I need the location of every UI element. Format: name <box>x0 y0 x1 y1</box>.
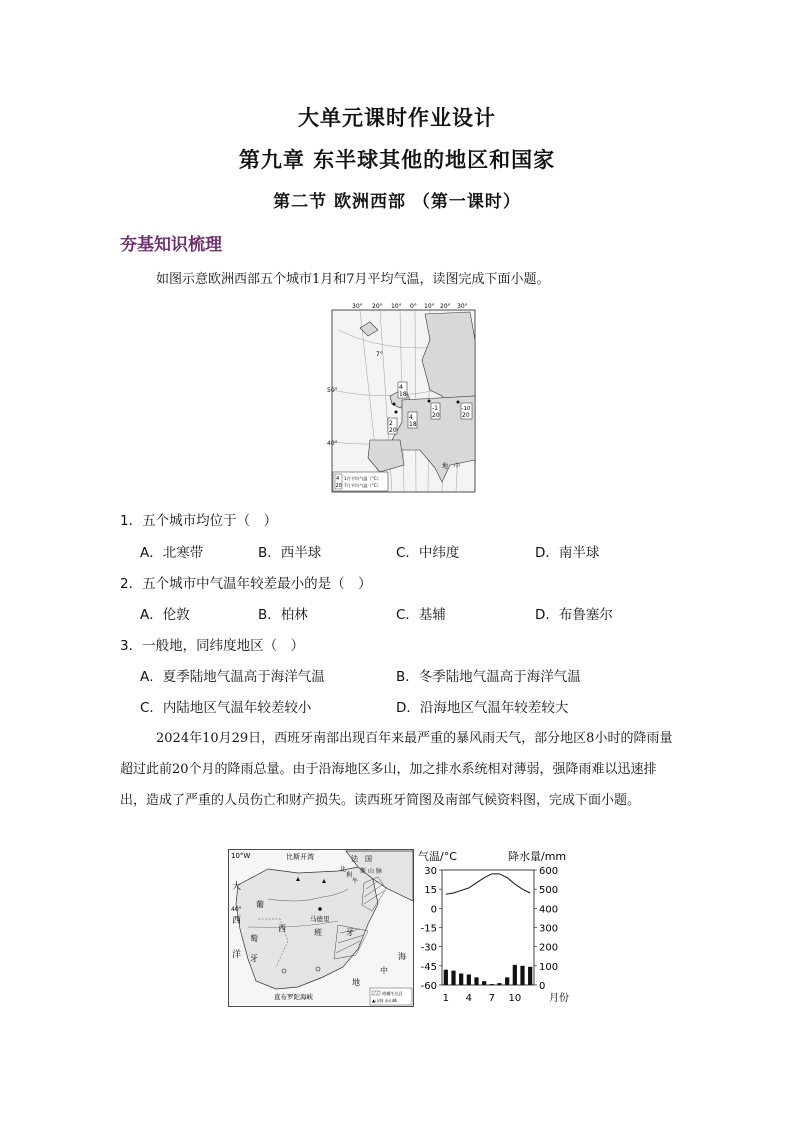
intro-paragraph-2: 2024年10月29日，西班牙南部出现百年来最严重的暴风雨天气，部分地区8小时的降雨量超过此前20个月的降雨总量。由于沿海地区多山，加之排水系统相对薄弱，强降雨难以迅速排出，造成了严重的人员伤亡和财产损失。读西班牙简图及南部气候资料图，完成下面小题。 <box>120 731 673 808</box>
question-2-stem: 2．五个城市中气温年较差最小的是（ ） <box>120 576 372 592</box>
madrid-marker <box>318 907 322 911</box>
question-1-option-d[interactable]: D．南半球 <box>535 545 600 561</box>
month-tick-label: 4 <box>465 993 473 1004</box>
svg-text:▲山脉 ◎山峰: ▲山脉 ◎山峰 <box>372 998 397 1003</box>
month-tick-label: 10 <box>508 993 522 1004</box>
svg-text:-10: -10 <box>461 406 471 412</box>
question-2-option-d[interactable]: D．布鲁塞尔 <box>535 607 613 623</box>
portugal-label: 葡 <box>256 900 264 909</box>
pyrenees-label: 脉 <box>376 868 383 875</box>
ocean-label: 大 <box>232 882 242 892</box>
question-1-stem: 1．五个城市均位于（ ） <box>120 513 278 529</box>
svg-text:20: 20 <box>389 427 397 434</box>
svg-text:4: 4 <box>336 476 340 482</box>
x-axis-unit-label: 月份 <box>549 993 569 1004</box>
question-1-option-c[interactable]: C．中纬度 <box>396 545 460 561</box>
pyrenees-label: 比 <box>340 866 347 873</box>
svg-text:20: 20 <box>462 412 470 419</box>
temperature-line <box>446 874 530 894</box>
question-2-option-b[interactable]: B．柏林 <box>258 607 308 623</box>
pyrenees-label: 斯 <box>360 868 367 875</box>
section-heading: 夯基知识梳理 <box>120 235 222 255</box>
precipitation-tick-label: 200 <box>539 942 559 954</box>
spain-label: 班 <box>314 928 322 937</box>
temperature-axis-label: 气温/°C <box>418 850 457 863</box>
inner-label: 7° <box>376 351 383 358</box>
precipitation-axis-label: 降水量/mm <box>508 850 567 863</box>
svg-text:20: 20 <box>432 412 440 419</box>
temperature-tick-label: 15 <box>424 885 437 897</box>
svg-text:20: 20 <box>335 483 342 489</box>
europe-temperature-map <box>327 300 480 496</box>
temperature-tick-label: 0 <box>430 904 437 916</box>
precipitation-tick-label: 600 <box>539 866 559 877</box>
sea-label: 海 <box>398 952 406 961</box>
question-3-stem: 3．一般地，同纬度地区（ ） <box>120 638 305 654</box>
temperature-tick-label: -60 <box>420 981 437 992</box>
pyrenees-label: 利 <box>346 872 353 879</box>
temperature-tick-label: -45 <box>420 961 437 973</box>
sea-label: 地 中 <box>442 463 461 470</box>
precipitation-tick-label: 0 <box>539 981 546 992</box>
precipitation-bar <box>528 967 532 985</box>
precipitation-bar <box>513 965 517 985</box>
portugal-label: 牙 <box>250 954 258 963</box>
precipitation-tick-label: 100 <box>539 961 559 973</box>
precipitation-tick-label: 300 <box>539 923 559 935</box>
svg-text:4: 4 <box>409 414 413 421</box>
precipitation-bar <box>520 966 524 985</box>
svg-text:7月平均气温（°C）: 7月平均气温（°C） <box>344 483 381 488</box>
precipitation-tick-label: 400 <box>539 904 559 916</box>
intro-paragraph-1: 如图示意欧洲西部五个城市1月和7月平均气温，读图完成下面小题。 <box>156 272 550 287</box>
climate-chart <box>416 848 576 1008</box>
section-title: 第二节 欧洲西部 （第一课时） <box>273 192 521 212</box>
svg-text:4: 4 <box>399 384 403 391</box>
svg-text:1月平均气温（°C）: 1月平均气温（°C） <box>344 476 381 481</box>
spain-label: 西 <box>278 924 286 933</box>
svg-text:18: 18 <box>409 421 417 428</box>
lon-label: 30° <box>352 303 363 310</box>
lon-label: 10° <box>391 303 402 310</box>
question-1-option-a[interactable]: A．北寒带 <box>140 545 204 561</box>
temperature-tick-label: -15 <box>420 923 437 935</box>
lon-label: 20° <box>372 303 383 310</box>
ocean-label: 西 <box>232 916 242 926</box>
svg-text:-1: -1 <box>432 405 438 412</box>
capital-label: 马德里 <box>310 915 330 923</box>
precipitation-tick-label: 500 <box>539 885 559 897</box>
precipitation-bar <box>444 970 448 985</box>
precipitation-bar <box>497 983 501 985</box>
chapter-title: 第九章 东半球其他的地区和国家 <box>238 148 556 172</box>
precipitation-bar <box>451 971 455 985</box>
svg-text:2: 2 <box>389 420 393 427</box>
portugal-label: 萄 <box>250 934 258 943</box>
sea-label: 中 <box>380 966 388 975</box>
question-3-option-d[interactable]: D．沿海地区气温年较差较大 <box>396 700 569 716</box>
precipitation-bar <box>490 984 494 985</box>
map-legend <box>333 472 388 491</box>
lat-label: 40° <box>327 440 338 447</box>
temperature-tick-label: -30 <box>420 942 437 954</box>
spain-label: 牙 <box>346 928 354 937</box>
pyrenees-label: 牛 <box>352 878 359 885</box>
month-tick-label: 7 <box>488 993 496 1004</box>
lat-label: 40° <box>231 906 242 913</box>
spain-map <box>228 849 414 1007</box>
lon-label: 0° <box>410 303 417 310</box>
question-2-option-c[interactable]: C．基辅 <box>396 607 446 623</box>
temperature-tick-label: 30 <box>424 866 437 877</box>
lon-label: 10° <box>424 303 435 310</box>
question-1-option-b[interactable]: B．西半球 <box>258 545 322 561</box>
ocean-label: 洋 <box>232 950 242 960</box>
question-3-option-b[interactable]: B．冬季陆地气温高于海洋气温 <box>396 669 581 685</box>
lon-label: 30° <box>457 303 468 310</box>
page-title: 大单元课时作业设计 <box>298 106 496 130</box>
precipitation-bar <box>467 974 471 985</box>
precipitation-bar <box>505 977 509 985</box>
sea-label: 地 <box>352 978 360 987</box>
precipitation-bar <box>474 977 478 985</box>
lon-label: 20° <box>440 303 451 310</box>
lon-label: 10°W <box>231 852 251 860</box>
france-label: 法 国 <box>351 855 372 863</box>
svg-text:柑橘生长区: 柑橘生长区 <box>382 991 403 996</box>
precipitation-bar <box>459 974 463 986</box>
precipitation-bar <box>482 981 486 985</box>
bay-label: 比斯开湾 <box>286 853 314 861</box>
city-paris <box>408 412 417 428</box>
pyrenees-label: 山 <box>368 868 375 875</box>
svg-text:18: 18 <box>399 391 407 398</box>
question-3-option-c[interactable]: C．内陆地区气温年较差较小 <box>140 700 312 716</box>
month-tick-label: 1 <box>442 993 450 1004</box>
spain-map-legend <box>370 988 412 1005</box>
question-2-option-a[interactable]: A．伦敦 <box>140 607 190 623</box>
strait-label: 直布罗陀海峡 <box>274 993 313 1001</box>
lat-label: 50° <box>327 387 338 394</box>
question-3-option-a[interactable]: A．夏季陆地气温高于海洋气温 <box>140 669 325 685</box>
